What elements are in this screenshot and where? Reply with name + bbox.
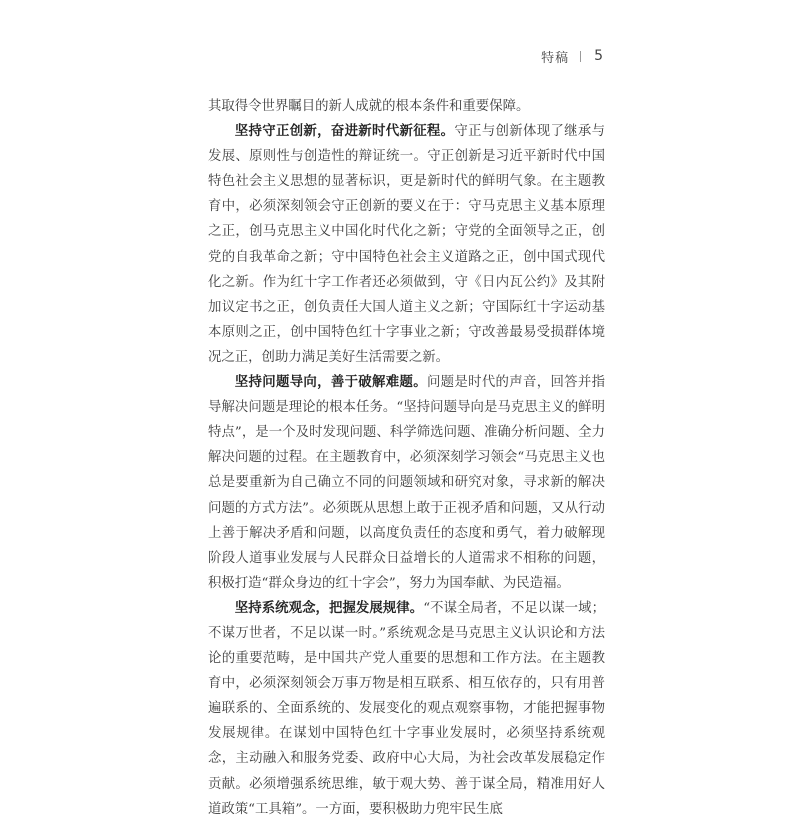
paragraph-continuation: [208, 94, 605, 119]
paragraph-lead: 坚持系统观念，把握发展规律。: [234, 599, 424, 616]
paragraph-innovation: [208, 119, 605, 370]
article-body: [208, 94, 605, 822]
paragraph-text: 其取得令世界瞩目的新人成就的根本条件和重要保障。: [208, 99, 530, 114]
paragraph-lead: 坚持问题导向，善于破解难题。: [234, 374, 427, 391]
paragraph-problem-oriented: [208, 370, 605, 596]
paragraph-text: 守正与创新体现了继承与发展、原则性与创造性的辩证统一。守正创新是习近平新时代中国特色社会主义思想的显著标识，更是新时代的鲜明气象。在主题教育中，必须深刻领会守正创新的要义在于：守马克思主义基本原理之正，创马克思主义中国化时代化之新；守党的全面领导之正，创党的自我革命之新；守中国特色社会主义道路之正，创中国式现代化之新。作为红十字工作者还必须做到，守《日内瓦公约》及其附加议定书之正，创负责任大国人道主义之新；守国际红十字运动基本原则之正，创中国特色红十字事业之新；守改善最易受损群体境况之正，创助力满足美好生活需要之新。: [208, 124, 606, 365]
section-title: 特稿: [541, 50, 570, 66]
header-divider: [580, 51, 581, 62]
paragraph-lead: 坚持守正创新，奋进新时代新征程。: [234, 123, 455, 140]
paragraph-text: 问题是时代的声音，回答并指导解决问题是理论的根本任务。“坚持问题导向是马克思主义的鲜明特点”，是一个及时发现问题、科学筛选问题、准确分析问题、全力解决问题的过程。在主题教育中，必须深刻学习领会“马克思主义也总是要重新为自己确立不同的问题领域和研究对象，寻求新的解决问题的方式方法”。必须既从思想上敢于正视矛盾和问题，又从行动上善于解决矛盾和问题，以高度负责任的态度和勇气，着力破解现阶段人道事业发展与人民群众日益增长的人道需求不相称的问题，积极打造“群众身边的红十字会”，努力为国奉献、为民造福。: [208, 375, 606, 591]
running-header: [541, 44, 603, 68]
page-number: 5: [594, 48, 603, 64]
paragraph-text: “不谋全局者，不足以谋一域；不谋万世者，不足以谋一时。”系统观念是马克思主义认识论和方法论的重要范畴，是中国共产党人重要的思想和工作方法。在主题教育中，必须深刻领会万事万物是相互联系、相互依存的，只有用普遍联系的、全面系统的、发展变化的观点观察事物，才能把握事物发展规律。在谋划中国特色红十字事业发展时，必须坚持系统观念，主动融入和服务党委、政府中心大局，为社会改革发展稳定作贡献。必须增强系统思维，敏于观大势、善于谋全局，精准用好人道政策“工具箱”。一方面，要积极助力兜牢民生底: [208, 600, 605, 817]
paragraph-systems-thinking: [208, 596, 605, 822]
